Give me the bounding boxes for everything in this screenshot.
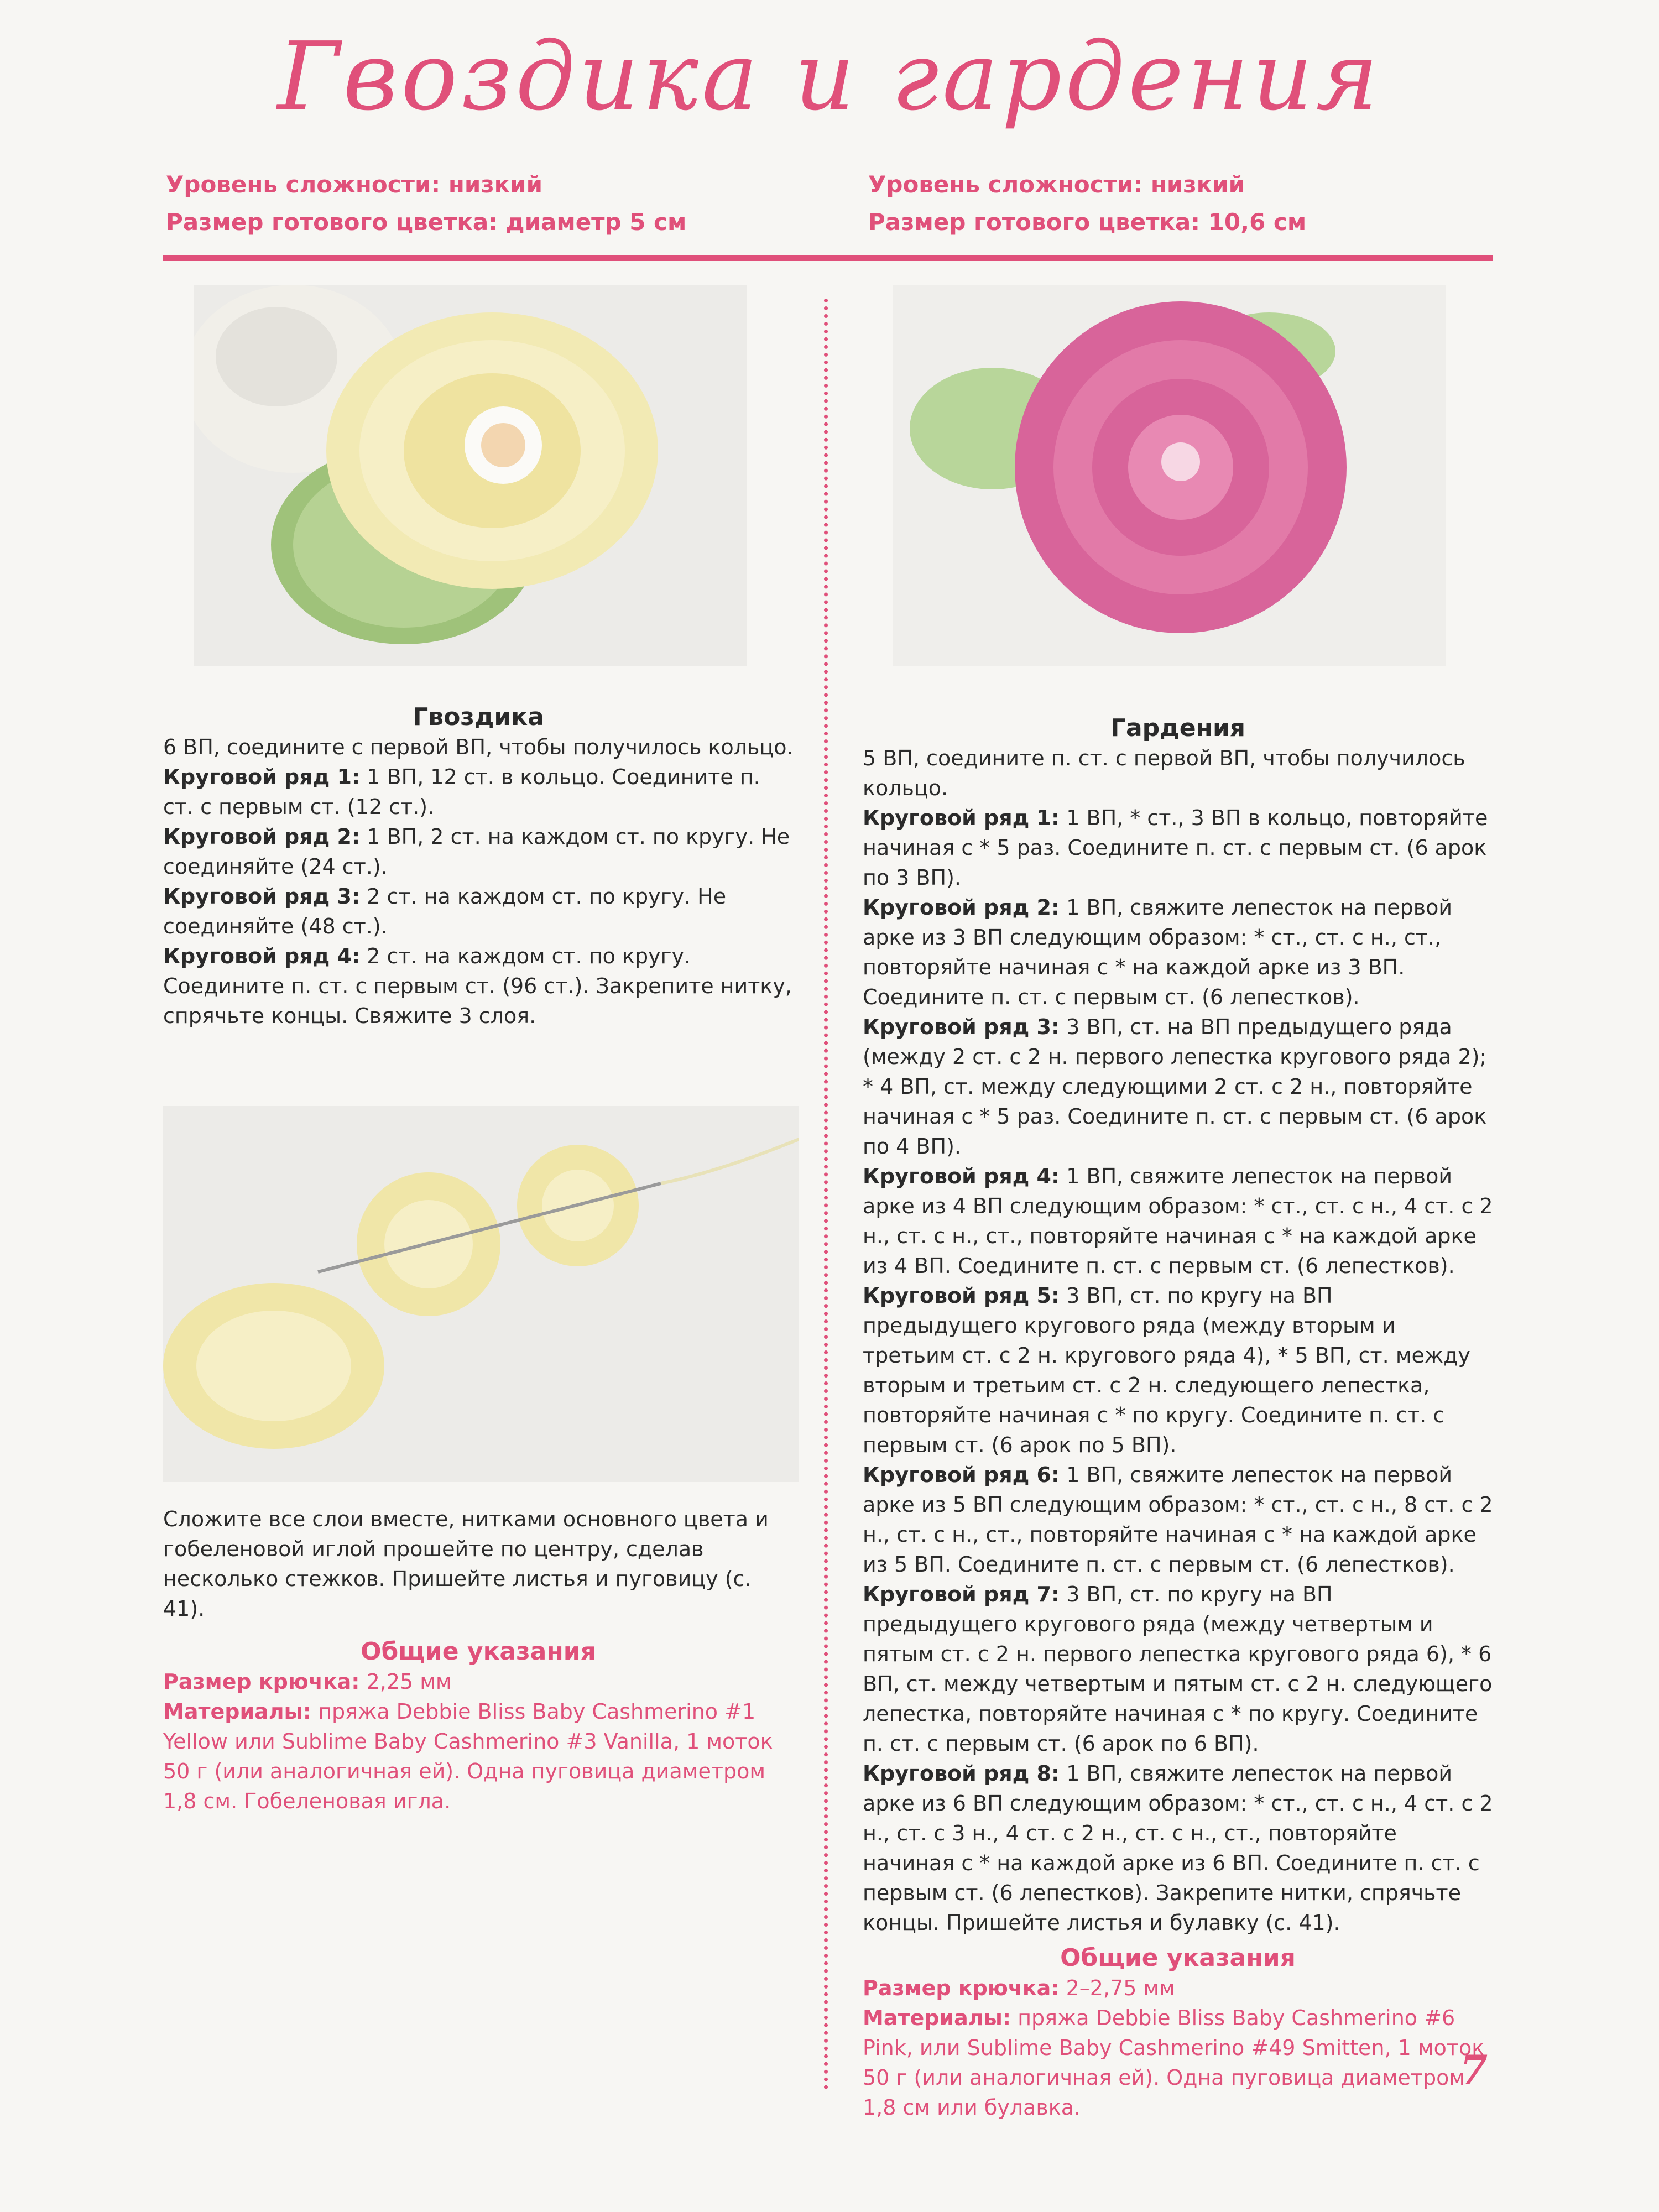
gardenia-intro: 5 ВП, соедините п. ст. с первой ВП, чтобы получилось кольцо. [863,746,1465,800]
row-label: Круговой ряд 3: [163,884,361,909]
gardenia-instructions [863,713,1493,2122]
row-label: Круговой ряд 5: [863,1284,1060,1308]
row-label: Круговой ряд 2: [863,895,1060,920]
row-text: 1 ВП, свяжите лепесток на первой арке из 4 ВП следующим образом: * ст., ст. с н., 4 ст. с 2 н., ст. с н., ст., повторяйте начиная с * на каждой арке из 4 ВП. Соедините п. ст. с первым ст. (6 лепестков). [863,1164,1493,1278]
gardenia-size: Размер готового цветка: 10,6 см [868,208,1307,236]
row-label: Круговой ряд 2: [163,825,361,849]
hook-value: 2–2,75 мм [1059,1976,1175,2000]
page-number: 7 [1460,2046,1488,2093]
carnation-size: Размер готового цветка: диаметр 5 см [166,208,687,236]
carnation-layers-photo [163,1106,799,1482]
row-label: Круговой ряд 7: [863,1582,1060,1606]
row-label: Круговой ряд 1: [163,765,361,789]
gardenia-hook-size [863,1973,1493,2003]
gardenia-row-3 [863,1012,1493,1161]
row-label: Круговой ряд 3: [863,1015,1060,1039]
hook-value: 2,25 мм [359,1670,452,1694]
gardenia-row-2 [863,893,1493,1012]
gardenia-row-5 [863,1281,1493,1460]
carnation-heading: Гвоздика [413,703,544,731]
gardenia-row-6 [863,1460,1493,1579]
materials-value: пряжа Debbie Bliss Baby Cashmerino #6 Pink, или Sublime Baby Cashmerino #49 Smitten, 1 моток 50 г (или аналогичная ей). Одна пуговица диаметром 1,8 см или булавка. [863,2006,1485,2120]
row-label: Круговой ряд 1: [863,806,1060,830]
column-divider [824,299,828,2090]
materials-label: Материалы: [163,1699,312,1724]
row-text: 1 ВП, 2 ст. на каждом ст. по кругу. Не соединяйте (24 ст.). [163,825,790,879]
row-text: 2 ст. на каждом ст. по кругу. Соедините п. ст. с первым ст. (96 ст.). Закрепите нитку, спрячьте концы. Свяжите 3 слоя. [163,944,792,1028]
gardenia-materials [863,2003,1493,2122]
gardenia-photo [893,285,1446,666]
carnation-difficulty: Уровень сложности: низкий [166,171,543,198]
carnation-general-heading: Общие указания [361,1637,596,1666]
row-text: 1 ВП, 12 ст. в кольцо. Соедините п. ст. с первым ст. (12 ст.). [163,765,760,819]
carnation-row-1 [163,762,794,822]
gardenia-difficulty: Уровень сложности: низкий [868,171,1245,198]
carnation-photo [194,285,747,666]
gardenia-row-8 [863,1759,1493,1938]
gardenia-meta [868,166,1306,241]
gardenia-row-1 [863,803,1493,893]
gardenia-row-4 [863,1161,1493,1281]
carnation-assembly: Сложите все слои вместе, нитками основного цвета и гобеленовой иглой прошейте по центру, сделав несколько стежков. Пришейте листья и пуговицу (с. 41). [163,1507,769,1621]
gardenia-heading: Гардения [1110,714,1246,742]
row-text: 2 ст. на каждом ст. по кругу. Не соединяйте (48 ст.). [163,884,727,938]
row-text: 1 ВП, свяжите лепесток на первой арке из 6 ВП следующим образом: * ст., ст. с н., 4 ст. с 2 н., ст. с 3 н., 4 ст. с 2 н., ст. с н., ст., повторяйте начиная с * на каждой арке из 6 ВП. Соедините п. ст. с первым ст. (6 лепестков). Закрепите нитки, спрячьте концы. Пришейте листья и булавку (с. 41). [863,1761,1493,1935]
hook-label: Размер крючка: [863,1976,1060,2000]
row-text: 1 ВП, свяжите лепесток на первой арке из 3 ВП следующим образом: * ст., ст. с н., ст., повторяйте начиная с * на каждой арке из 3 ВП. Соедините п. ст. с первым ст. (6 лепестков). [863,895,1453,1009]
carnation-row-2 [163,822,794,881]
hook-label: Размер крючка: [163,1670,360,1694]
row-text: 3 ВП, ст. на ВП предыдущего ряда (между 2 ст. с 2 н. первого лепестка кругового ряда 2); * 4 ВП, ст. между следующими 2 ст. с 2 н., повторяйте начиная с * 5 раз. Соедините п. ст. с первым ст. (6 арок по 4 ВП). [863,1015,1487,1159]
row-text: 1 ВП, * ст., 3 ВП в кольцо, повторяйте начиная с * 5 раз. Соедините п. ст. с первым ст. (6 арок по 3 ВП). [863,806,1488,890]
row-label: Круговой ряд 4: [863,1164,1060,1188]
carnation-row-4 [163,941,794,1031]
row-text: 1 ВП, свяжите лепесток на первой арке из 5 ВП следующим образом: * ст., ст. с н., 8 ст. с 2 н., ст. с н., ст., повторяйте начиная с * на каждой арке из 5 ВП. Соедините п. ст. с первым ст. (6 лепестков). [863,1463,1493,1577]
row-label: Круговой ряд 6: [863,1463,1060,1487]
gardenia-row-7 [863,1579,1493,1759]
row-label: Круговой ряд 4: [163,944,361,968]
row-text: 3 ВП, ст. по кругу на ВП предыдущего кругового ряда (между четвертым и пятым ст. с 2 н. первого лепестка кругового ряда 6), * 6 ВП, ст. между четвертым и пятым ст. с 2 н. следующего лепестка, повторяйте начиная с * по кругу. Соедините п. ст. с первым ст. (6 арок по 6 ВП). [863,1582,1493,1756]
carnation-instructions [163,702,794,1031]
page-title: Гвоздика и гардения [277,22,1382,132]
carnation-meta [166,166,686,241]
materials-label: Материалы: [863,2006,1011,2030]
carnation-assembly-block [163,1504,794,1816]
row-label: Круговой ряд 8: [863,1761,1060,1786]
row-text: 3 ВП, ст. по кругу на ВП предыдущего кругового ряда (между вторым и третьим ст. с 2 н. кругового ряда 4), * 5 ВП, ст. между вторым и третьим ст. с 2 н. следующего лепестка, повторяйте начиная с * по кругу. Соедините п. ст. с первым ст. (6 арок по 5 ВП). [863,1284,1470,1457]
carnation-intro: 6 ВП, соедините с первой ВП, чтобы получилось кольцо. [163,735,794,759]
carnation-hook-size [163,1667,794,1697]
carnation-row-3 [163,881,794,941]
gardenia-general-heading: Общие указания [1060,1944,1296,1972]
carnation-materials [163,1697,794,1816]
header-rule [163,255,1493,261]
materials-value: пряжа Debbie Bliss Baby Cashmerino #1 Yellow или Sublime Baby Cashmerino #3 Vanilla, 1 моток 50 г (или аналогичная ей). Одна пуговица диаметром 1,8 см. Гобеленовая игла. [163,1699,773,1813]
